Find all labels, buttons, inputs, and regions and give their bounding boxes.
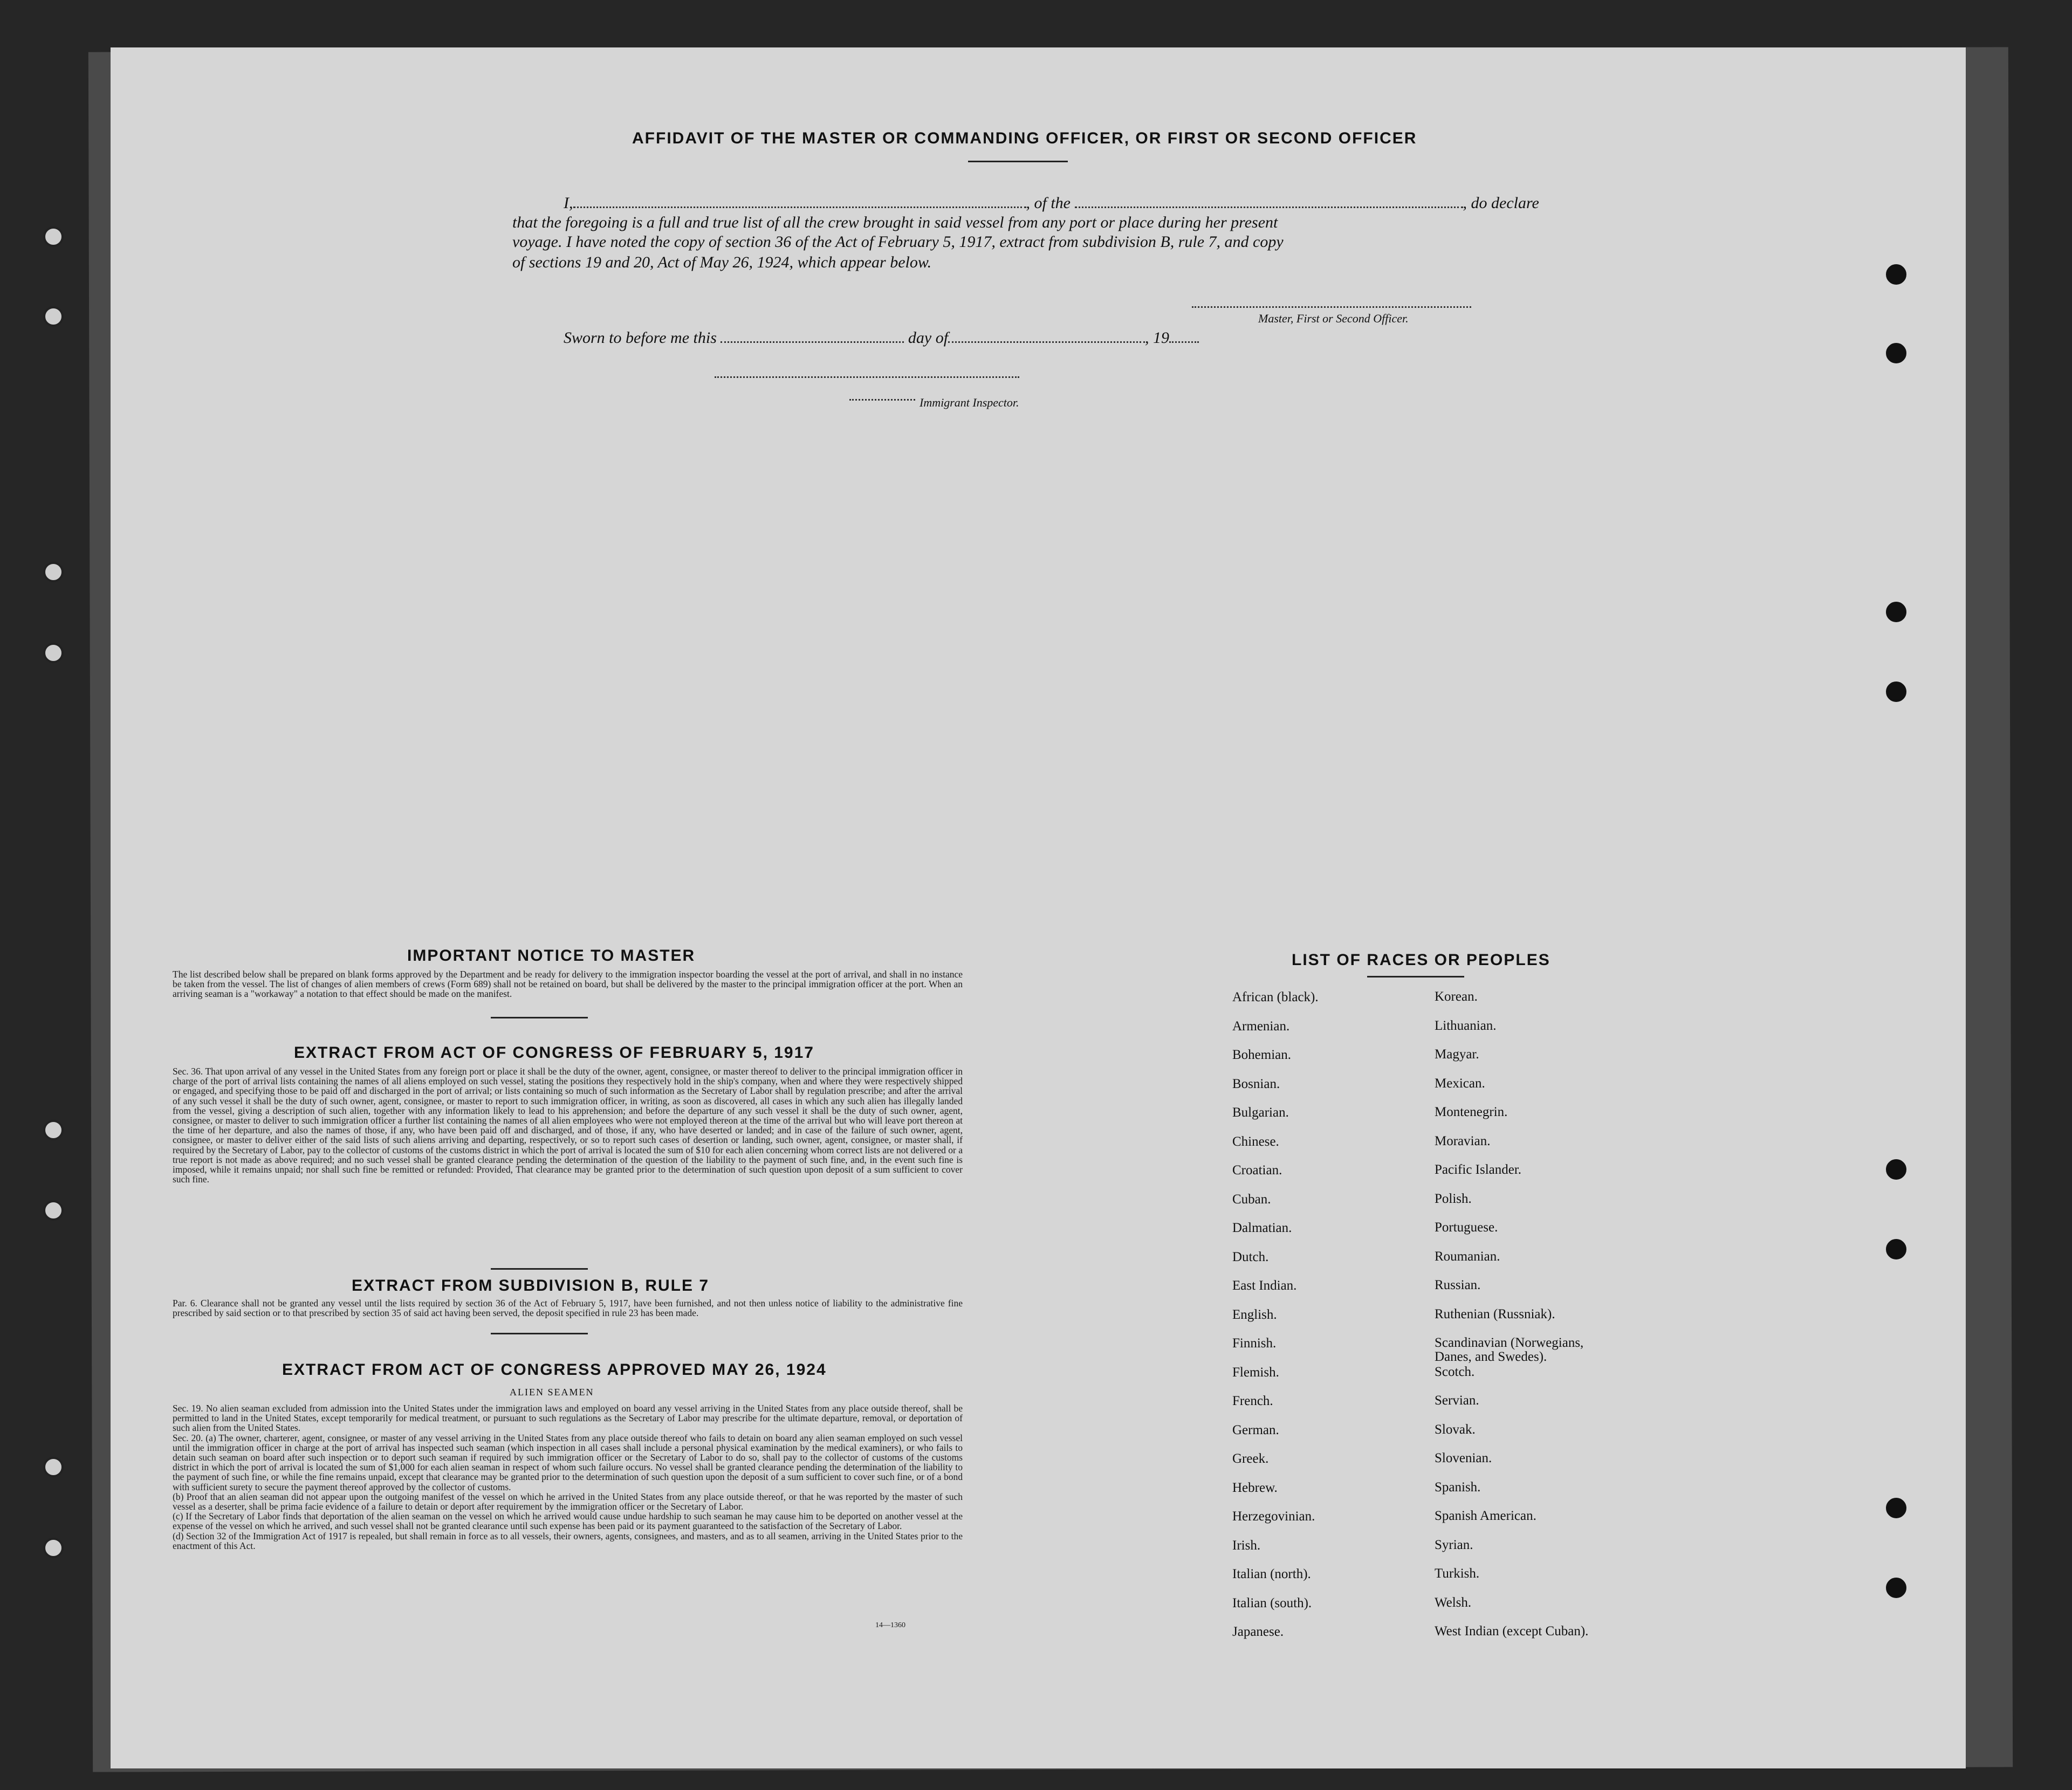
form-page [111, 47, 1966, 1768]
race-item: Magyar. [1435, 1047, 1479, 1062]
sworn-prefix: Sworn to before me this [564, 329, 717, 347]
race-item: Finnish. [1232, 1336, 1277, 1351]
rule7-body: Par. 6. Clearance shall not be granted any vessel until the lists required by section 36 of the Act of February 5, 1917, have been furnished, and not then unless notice of liability to the administrative fine prescribed by said section or to that prescribed by section 35 of said act having been served, the deposit specified in rule 23 has been made. [173, 1298, 963, 1319]
race-item: Servian. [1435, 1393, 1479, 1408]
notice-body: The list described below shall be prepared on blank forms approved by the Department and be ready for delivery to the immigration inspector boarding the vessel at the port of arrival, and shall in no instance be taken from the vessel. The list of changes of alien members of crews (Form 689) shall not be retained on board, but shall be delivered by the master to the principal immigration officer at the port. When an arriving seaman is a "workaway" a notation to that effect should be made on the manifest. [173, 969, 963, 1000]
affidavit-i: I, [564, 194, 573, 212]
race-item: Roumanian. [1435, 1249, 1500, 1264]
races-rule [1367, 976, 1464, 977]
extract-1917-title: EXTRACT FROM ACT OF CONGRESS OF FEBRUARY 5, 1917 [294, 1044, 814, 1062]
race-item: German. [1232, 1422, 1279, 1437]
race-item: Moravian. [1435, 1133, 1491, 1148]
race-item: Japanese. [1232, 1624, 1284, 1639]
race-item: Montenegrin. [1435, 1105, 1508, 1119]
rule7-rule [491, 1333, 588, 1334]
affidavit-line-3: voyage. I have noted the copy of section 36 of the Act of February 5, 1917, extract from subdivision B, rule 7, and copy [512, 233, 1284, 251]
race-item: Lithuanian. [1435, 1018, 1497, 1033]
sworn-day-blank [721, 341, 904, 343]
name-blank [573, 206, 1026, 208]
signature-label: Master, First or Second Officer. [1258, 312, 1409, 325]
race-item: Bohemian. [1232, 1048, 1292, 1062]
affidavit-line-4: of sections 19 and 20, Act of May 26, 1924, which appear below. [512, 253, 932, 271]
affidavit-of-the: , of the [1026, 194, 1071, 212]
race-item: Irish. [1232, 1538, 1261, 1553]
affidavit-line-2: that the foregoing is a full and true list of all the crew brought in said vessel from any port or place during her present [512, 214, 1278, 231]
race-item: African (black). [1232, 990, 1319, 1004]
race-item: West Indian (except Cuban). [1435, 1624, 1589, 1638]
sworn-line [564, 329, 1199, 347]
race-item: Italian (north). [1232, 1567, 1311, 1581]
inspector-blank-1 [715, 376, 1019, 378]
punch-hole [1886, 264, 1906, 285]
affidavit-line-1 [564, 194, 1539, 212]
punch-hole [1886, 602, 1906, 622]
form-number: 14—1360 [875, 1621, 905, 1629]
race-item: Russian. [1435, 1278, 1481, 1292]
notice-title: IMPORTANT NOTICE TO MASTER [407, 947, 696, 965]
race-item: Armenian. [1232, 1018, 1290, 1034]
sworn-day-of: day of [908, 329, 949, 347]
binder-hole [43, 562, 64, 582]
binder-hole [43, 306, 64, 327]
race-item: Slovenian. [1435, 1451, 1492, 1465]
race-item: Pacific Islander. [1435, 1162, 1522, 1177]
race-item: Italian (south). [1232, 1595, 1312, 1610]
race-item: Scandinavian (Norwegians, Danes, and Swedes). [1435, 1335, 1584, 1364]
race-item: Turkish. [1435, 1566, 1480, 1581]
affidavit-declare: , do declare [1463, 194, 1539, 212]
race-item: Herzegovinian. [1232, 1509, 1315, 1524]
punch-hole [1886, 1578, 1906, 1598]
race-item: Scotch. [1435, 1364, 1475, 1379]
race-item: Portuguese. [1435, 1220, 1498, 1235]
race-item: Polish. [1435, 1191, 1472, 1206]
race-item: Bulgarian. [1232, 1105, 1289, 1120]
punch-hole [1886, 681, 1906, 702]
extract-1924-subtitle: ALIEN SEAMEN [510, 1387, 594, 1397]
punch-hole [1886, 1239, 1906, 1259]
extract-1917-body: Sec. 36. That upon arrival of any vessel in the United States from any foreign port or place it shall be the duty of the owner, agent, consignee, or master thereof to deliver to the principal immigration officer in charge of the port of arrival lists containing the names of all aliens employed on such vessel, stating the positions they respectively hold in the ship's company, when and where they were respectively shipped or engaged, and specifying those to be paid off and discharged in the port of arrival; or lists containing so much of such information as the Secretary of Labor shall by regulation prescribe; and after the arrival of any such vessel it shall be the duty of such owner, agent, consignee, or master to report to such immigration officer, in writing, as soon as discovered, all cases in which any such alien has illegally landed from the vessel, giving a description of such alien, together with any information likely to lead to his apprehension; and before the departure of any such vessel it shall be the duty of such owner, agent, consignee, or master to deliver to such immigration officer a further list containing the names of all alien employees who were not employed thereon at the time of the arrival but who will leave port thereon at the time of her departure, and also the names of those, if any, who have been paid off and discharged, and of those, if any, who have deserted or landed; and in case of the failure of such owner, agent, consignee, or master to deliver either of the said lists of such aliens arriving and departing, respectively, or so to report such cases of desertion or landing, such owner, agent, consignee, or master shall, if required by the Secretary of Labor, pay to the collector of customs of the customs district in which the port of arrival is located the sum of $10 for each alien concerning whom correct lists are not delivered or a true report is not made as above required; and no such vessel shall be granted clearance pending the determination of the question of the liability to the payment of such fine, and, in the event such fine is imposed, while it remains unpaid; nor shall such fine be remitted or refunded: Provided, That clearance may be granted prior to the determination of such question upon deposit of a sum sufficient to cover such fine. [173, 1066, 963, 1185]
inspector-blank-2 [849, 399, 915, 401]
race-item: English. [1232, 1307, 1277, 1322]
punch-hole [1886, 1498, 1906, 1518]
sworn-year: , 19 [1145, 329, 1170, 347]
inspector-label: Immigrant Inspector. [920, 396, 1019, 409]
extract-1924-body: Sec. 19. No alien seaman excluded from admission into the United States under the immigration laws and employed on board any vessel arriving in the United States from any place outside thereof, shall be permitted to land in the United States, except temporarily for medical treatment, or pursuant to such regulations as the Secretary of Labor may prescribe for the ultimate departure, removal, or deportation of such alien from the United States. Sec. 20. (a) The owner, charterer, agent, consignee, or master of any vessel arriving in the United States from any place outside thereof who fails to detain on board any alien seaman employed on such vessel until the immigration officer in charge at the port of arrival has inspected such seaman (which inspection in all cases shall include a personal physical examination by the medical examiners), or who fails to detain such seaman on board after such inspection or to deport such seaman if required by such immigration officer or the Secretary of Labor to do so, shall pay to the collector of customs of the customs district in which the port of arrival is located the sum of $1,000 for each alien seaman in respect of whom such failure occurs. No vessel shall be granted clearance pending the determination of the liability to the payment of such fine, or while the fine remains unpaid, except that clearance may be granted prior to the determination of such question upon the deposit of a sum sufficient to cover such fine, or of a bond with sufficient surety to secure the payment thereof approved by the collector of customs. (b) Proof that an alien seaman did not appear upon the outgoing manifest of the vessel on which he arrived in the United States from any place outside thereof, or that he was reported by the master of such vessel as a deserter, shall be prima facie evidence of a failure to detain or deport after requirement by the immigration officer or the Secretary of Labor. (c) If the Secretary of Labor finds that deportation of the alien seaman on the vessel on which he arrived would cause undue hardship to such seaman he may cause him to be deported on another vessel at the expense of the vessel on which he arrived, and such vessel shall not be granted clearance until such expense has been paid or its payment guaranteed to the satisfaction of the Secretary of Labor. (d) Section 32 of the Immigration Act of 1917 is repealed, but shall remain in force as to all vessels, their owners, agents, consignees, and masters, and as to all seamen, arriving in the United States prior to the enactment of this Act. [173, 1403, 963, 1551]
binder-hole [43, 1538, 64, 1558]
race-item: East Indian. [1232, 1278, 1297, 1293]
race-item: Spanish. [1435, 1479, 1481, 1495]
binder-hole [43, 226, 64, 247]
race-item: Welsh. [1435, 1595, 1472, 1610]
race-item: Flemish. [1232, 1365, 1279, 1380]
notice-rule [491, 1017, 588, 1018]
race-item: Dalmatian. [1232, 1221, 1292, 1235]
vessel-blank [1075, 206, 1463, 208]
punch-hole [1886, 343, 1906, 363]
race-item: Ruthenian (Russniak). [1435, 1306, 1555, 1321]
race-item: Slovak. [1435, 1422, 1476, 1437]
race-item: Greek. [1232, 1451, 1269, 1466]
race-item: Syrian. [1435, 1537, 1473, 1552]
race-item: Spanish American. [1435, 1509, 1536, 1523]
race-item: Croatian. [1232, 1163, 1282, 1178]
race-item: Chinese. [1232, 1134, 1279, 1149]
races-title: LIST OF RACES OR PEOPLES [1292, 951, 1550, 969]
affidavit-title: AFFIDAVIT OF THE MASTER OR COMMANDING OFFICER, OR FIRST OR SECOND OFFICER [632, 129, 1417, 147]
punch-hole [1886, 1159, 1906, 1180]
signature-blank [1192, 306, 1471, 308]
race-item: French. [1232, 1394, 1273, 1408]
binder-hole [43, 1120, 64, 1140]
race-item: Cuban. [1232, 1192, 1271, 1207]
binder-hole [43, 643, 64, 663]
race-item: Korean. [1435, 989, 1478, 1004]
race-item: Hebrew. [1232, 1480, 1278, 1495]
sworn-month-blank [948, 341, 1145, 343]
rule7-title: EXTRACT FROM SUBDIVISION B, RULE 7 [352, 1277, 710, 1295]
extract-1917-rule [491, 1268, 588, 1270]
race-item: Mexican. [1435, 1076, 1485, 1091]
extract-1924-title: EXTRACT FROM ACT OF CONGRESS APPROVED MAY 26, 1924 [282, 1361, 827, 1379]
sworn-year-blank [1169, 341, 1199, 343]
binder-hole [43, 1457, 64, 1477]
affidavit-title-rule [968, 161, 1068, 162]
binder-hole [43, 1200, 64, 1221]
race-item: Dutch. [1232, 1249, 1269, 1264]
race-item: Bosnian. [1232, 1076, 1280, 1091]
